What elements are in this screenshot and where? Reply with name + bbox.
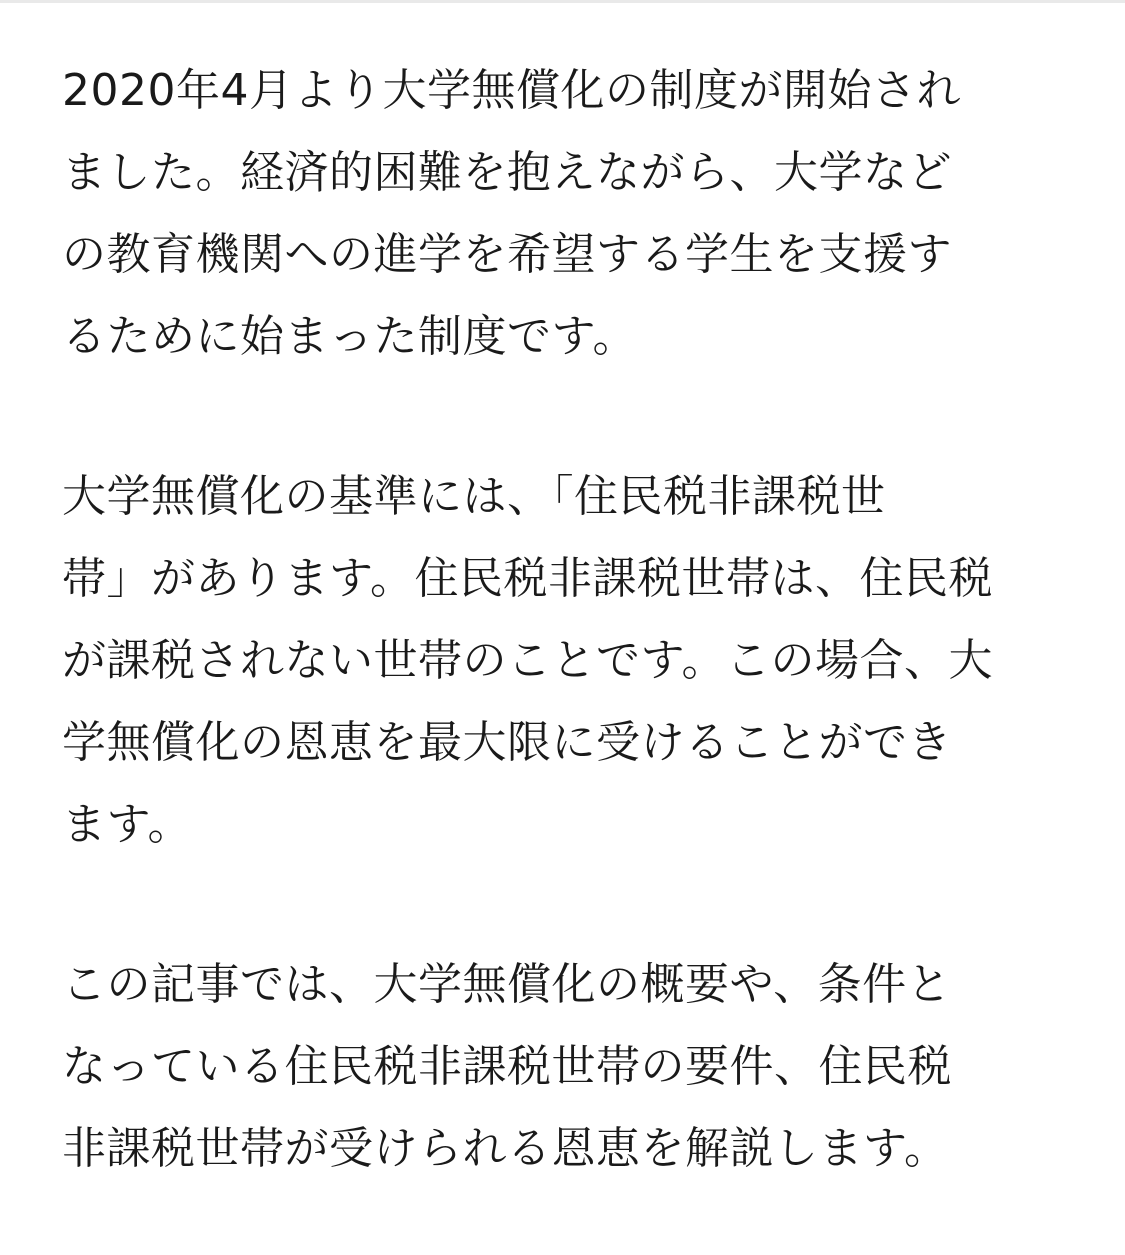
text-line: るために始まった制度です。	[62, 311, 637, 362]
text-line: この記事では、大学無償化の概要や、条件と	[62, 959, 952, 1010]
paragraph-spacer	[62, 378, 1062, 456]
text-line: が課税されない世帯のことです。この場合、大	[62, 635, 993, 686]
text-line: ます。	[62, 799, 192, 850]
text-line: ました。経済的困難を抱えながら、大学など	[62, 147, 952, 198]
text-line: 帯」があります。住民税非課税世帯は、住民税	[62, 553, 993, 604]
paragraph-overview	[62, 944, 1062, 1190]
text-line: の教育機関への進学を希望する学生を支援す	[62, 229, 952, 280]
text-line: なっている住民税非課税世帯の要件、住民税	[62, 1041, 952, 1092]
text-line: 2020年4月より大学無償化の制度が開始され	[62, 65, 961, 116]
paragraph-criteria	[62, 456, 1062, 866]
text-line: 非課税世帯が受けられる恩恵を解説します。	[62, 1123, 949, 1174]
paragraph-intro	[62, 50, 1062, 378]
top-divider	[0, 0, 1125, 3]
article-body	[62, 50, 1062, 1190]
paragraph-spacer	[62, 866, 1062, 944]
text-line: 学無償化の恩恵を最大限に受けることができ	[62, 717, 952, 768]
text-line: 大学無償化の基準には、「住民税非課税世	[62, 471, 886, 522]
